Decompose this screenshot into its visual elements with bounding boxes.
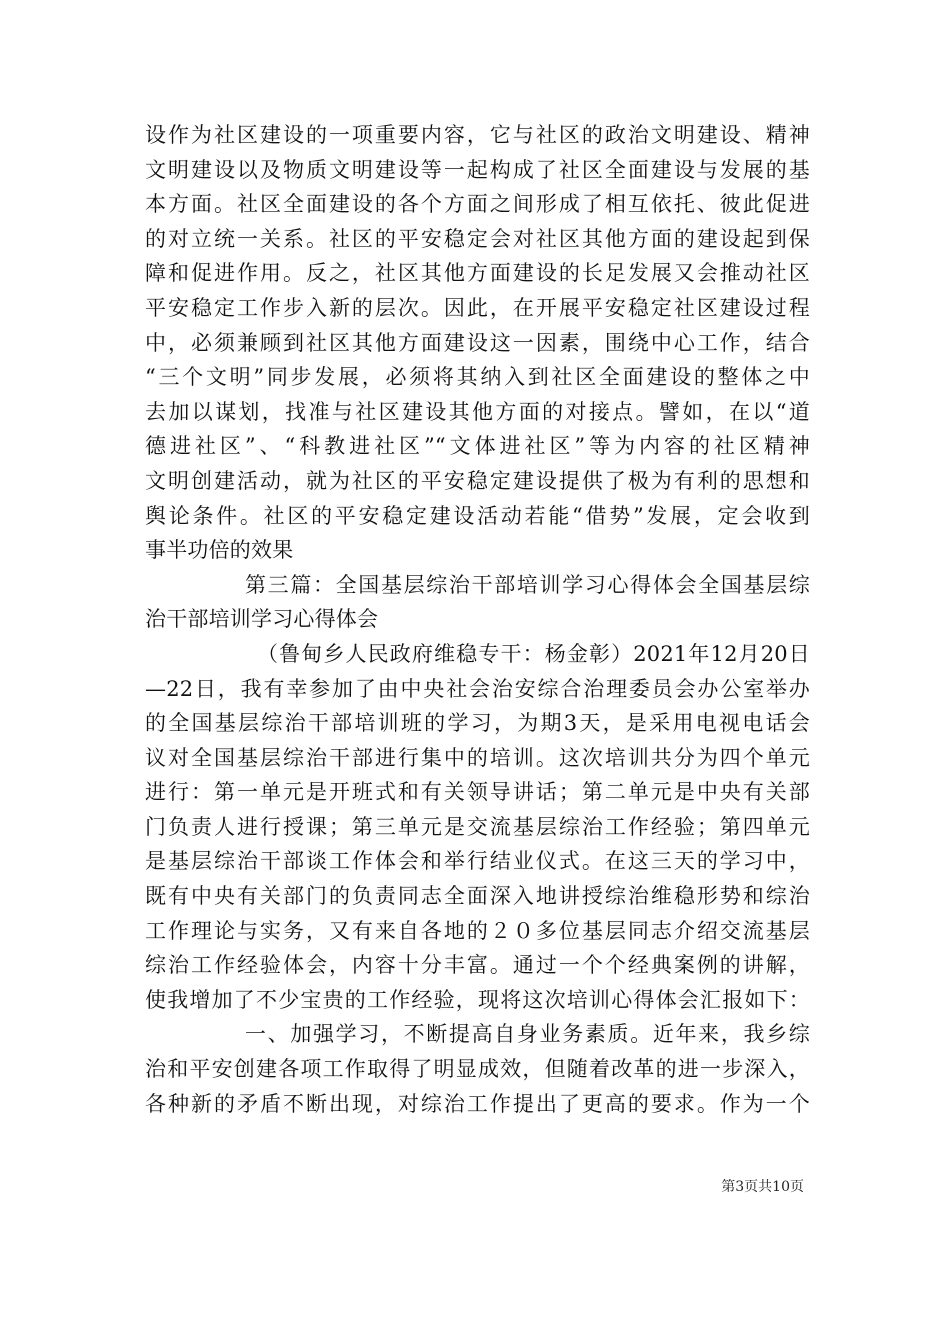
text-line: 的全国基层综治干部培训班的学习，为期3天，是采用电视电话会 [145, 711, 810, 736]
text-line: 去加以谋划，找准与社区建设其他方面的对接点。譬如，在以“道 [145, 399, 810, 424]
text-line: 使我增加了不少宝贵的工作经验，现将这次培训心得体会汇报如下： [145, 987, 810, 1012]
text-line: —22日，我有幸参加了由中央社会治安综合治理委员会办公室举办 [145, 676, 810, 701]
text-line: 治和平安创建各项工作取得了明显成效，但随着改革的进一步深入， [145, 1057, 810, 1082]
text-line: 既有中央有关部门的负责同志全面深入地讲授综治维稳形势和综治 [145, 884, 810, 909]
text-line: 工作理论与实务，又有来自各地的２０多位基层同志介绍交流基层 [145, 918, 810, 943]
section-heading-line: 第三篇：全国基层综治干部培训学习心得体会全国基层综 [245, 572, 810, 597]
text-line: 的对立统一关系。社区的平安稳定会对社区其他方面的建设起到保 [145, 226, 810, 251]
text-line: 事半功倍的效果 [145, 538, 294, 563]
author-line: （鲁甸乡人民政府维稳专干：杨金彰）2021年12月20日 [257, 641, 810, 666]
text-line: 议对全国基层综治干部进行集中的培训。这次培训共分为四个单元 [145, 745, 810, 770]
text-line: 门负责人进行授课；第三单元是交流基层综治工作经验；第四单元 [145, 814, 810, 839]
text-line: 中，必须兼顾到社区其他方面建设这一因素，围绕中心工作，结合 [145, 330, 810, 355]
text-line: 德进社区”、“科教进社区”“文体进社区”等为内容的社区精神 [145, 434, 810, 459]
text-line: 文明建设以及物质文明建设等一起构成了社区全面建设与发展的基 [145, 157, 810, 182]
body-text [145, 118, 810, 1121]
text-line: “三个文明”同步发展，必须将其纳入到社区全面建设的整体之中 [145, 365, 810, 390]
text-line: 舆论条件。社区的平安稳定建设活动若能“借势”发展，定会收到 [145, 503, 810, 528]
text-line: 进行：第一单元是开班式和有关领导讲话；第二单元是中央有关部 [145, 780, 810, 805]
text-line: 是基层综治干部谈工作体会和举行结业仪式。在这三天的学习中， [145, 849, 810, 874]
text-line: 本方面。社区全面建设的各个方面之间形成了相互依托、彼此促进 [145, 192, 810, 217]
text-line: 各种新的矛盾不断出现，对综治工作提出了更高的要求。作为一个 [145, 1091, 810, 1116]
text-line: 一、加强学习，不断提高自身业务素质。近年来，我乡综 [245, 1022, 810, 1047]
page-number-footer: 第3页共10页 [721, 1179, 804, 1195]
text-line: 文明创建活动，就为社区的平安稳定建设提供了极为有利的思想和 [145, 468, 810, 493]
text-line: 平安稳定工作步入新的层次。因此，在开展平安稳定社区建设过程 [145, 295, 810, 320]
text-line: 障和促进作用。反之，社区其他方面建设的长足发展又会推动社区 [145, 261, 810, 286]
text-line: 设作为社区建设的一项重要内容，它与社区的政治文明建设、精神 [145, 123, 810, 147]
text-line: 综治工作经验体会，内容十分丰富。通过一个个经典案例的讲解， [145, 953, 810, 978]
section-heading-line: 治干部培训学习心得体会 [145, 607, 379, 632]
